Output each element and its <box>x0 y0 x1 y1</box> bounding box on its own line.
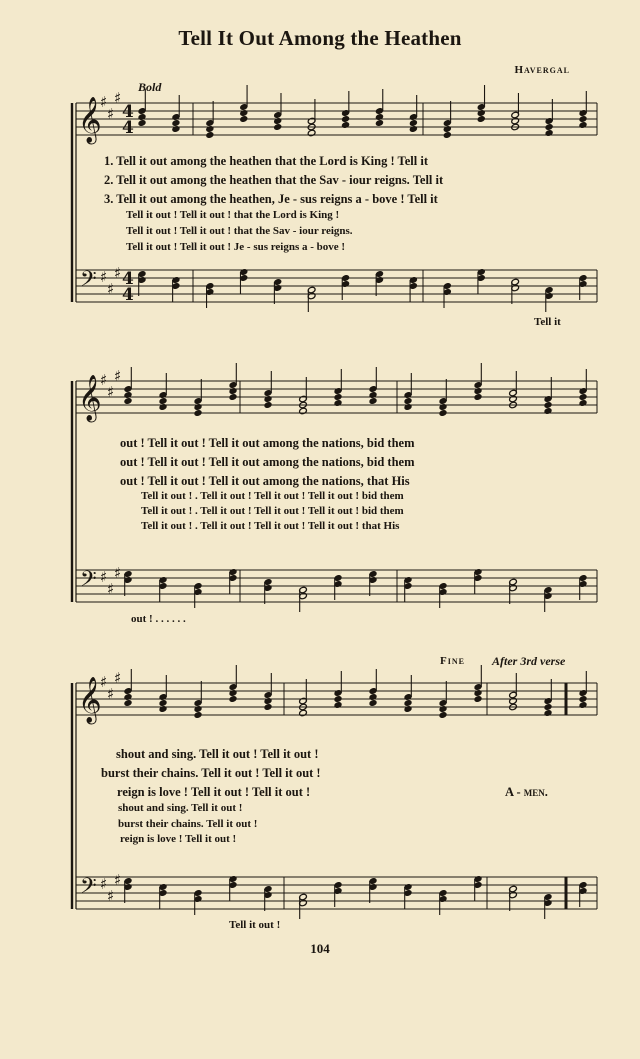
note-head <box>341 121 350 128</box>
note-head <box>439 705 448 712</box>
note-head <box>544 407 553 414</box>
note-head <box>334 399 343 406</box>
note-head <box>474 393 483 400</box>
hymn-title: Tell It Out Among the Heathen <box>178 26 462 50</box>
note-head <box>439 403 448 410</box>
note-head <box>124 391 133 398</box>
note-head <box>124 397 133 404</box>
note-head <box>124 699 133 706</box>
note-head <box>159 403 168 410</box>
system3-verse-2: burst their chains. Tell it out ! Tell it out ! <box>101 766 321 780</box>
bass-clef-icon: 𝄢 <box>80 567 97 597</box>
note-head <box>545 129 554 136</box>
note-head <box>409 119 418 126</box>
system2-treble-sharp-icon: ♯ <box>114 367 122 385</box>
note-head <box>544 703 553 710</box>
system1-treble-sharp-icon: ♯ <box>114 89 122 107</box>
note-head <box>404 705 413 712</box>
system2-alto-3: Tell it out ! . Tell it out ! Tell it out ! Tell it out ! that His <box>141 520 400 532</box>
note-head <box>579 115 588 122</box>
note-head <box>138 113 147 120</box>
note-head <box>299 407 308 414</box>
note-head <box>579 701 588 708</box>
note-head <box>509 395 518 402</box>
note-head <box>579 695 588 702</box>
note-head <box>264 697 273 704</box>
note-head <box>509 697 518 704</box>
note-head <box>375 113 384 120</box>
system1-alto-3: Tell it out ! Tell it out ! Je - sus reigns a - bove ! <box>126 241 346 253</box>
system3-treble-sharp-icon: ♯ <box>100 673 108 691</box>
note-head <box>159 705 168 712</box>
system3-treble-sharp-icon: ♯ <box>107 685 115 703</box>
note-head <box>206 131 215 138</box>
note-head <box>369 693 378 700</box>
note-head <box>409 125 418 132</box>
composer-credit: Havergal <box>514 64 570 76</box>
note-head <box>404 397 413 404</box>
note-head <box>474 695 483 702</box>
system3-alto-1: shout and sing. Tell it out ! <box>118 802 243 814</box>
note-head <box>194 403 203 410</box>
system1-treble-time-signature: 4 <box>122 118 134 138</box>
note-head <box>172 119 181 126</box>
system1-verse-2: 2. Tell it out among the heathen that the Sav - iour reigns. Tell it <box>104 173 444 187</box>
note-head <box>544 709 553 716</box>
note-head <box>474 387 483 394</box>
note-head <box>194 409 203 416</box>
system1-alto-2: Tell it out ! Tell it out ! that the Sav - iour reigns. <box>126 225 353 237</box>
note-head <box>443 131 452 138</box>
system2-alto-2: Tell it out ! . Tell it out ! Tell it out ! Tell it out ! bid them <box>141 505 404 517</box>
note-head <box>172 125 181 132</box>
system2-alto-1: Tell it out ! . Tell it out ! Tell it out ! Tell it out ! bid them <box>141 490 404 502</box>
system1-treble-sharp-icon: ♯ <box>107 105 115 123</box>
note-head <box>404 403 413 410</box>
system3-alto-2: burst their chains. Tell it out ! <box>118 818 258 830</box>
note-head <box>369 391 378 398</box>
amen-text: A - men. <box>505 785 548 799</box>
system1-bass-sharp-icon: ♯ <box>107 280 115 298</box>
tempo-marking: Bold <box>138 80 162 94</box>
note-head <box>477 115 486 122</box>
note-head <box>239 109 248 116</box>
system3-verse-1: shout and sing. Tell it out ! Tell it out ! <box>116 747 319 761</box>
note-head <box>239 115 248 122</box>
note-head <box>229 689 238 696</box>
note-head <box>341 115 350 122</box>
system1-verse-3: 3. Tell it out among the heathen, Je - sus reigns a - bove ! Tell it <box>104 192 438 206</box>
note-head <box>159 397 168 404</box>
after-verse-marking: After 3rd verse <box>492 654 566 668</box>
system3-bass-sharp-icon: ♯ <box>114 871 122 889</box>
note-head <box>229 393 238 400</box>
system1-bass-time-signature: 4 <box>122 269 134 289</box>
system2-bass-cue: out ! . . . . . . <box>131 613 186 625</box>
system2-bass-sharp-icon: ♯ <box>114 564 122 582</box>
note-head <box>124 693 133 700</box>
note-head <box>511 117 520 124</box>
note-head <box>264 401 273 408</box>
note-head <box>404 699 413 706</box>
note-head <box>307 129 316 136</box>
note-head <box>439 409 448 416</box>
system2-verse-1: out ! Tell it out ! Tell it out among the nations, bid them <box>120 436 415 450</box>
note-head <box>264 703 273 710</box>
system1-bass-sharp-icon: ♯ <box>100 268 108 286</box>
system2-treble-sharp-icon: ♯ <box>107 383 115 401</box>
note-head <box>439 711 448 718</box>
note-head <box>477 109 486 116</box>
note-head <box>334 695 343 702</box>
system1-treble-time-signature: 4 <box>122 102 134 122</box>
note-head <box>138 119 147 126</box>
note-head <box>474 689 483 696</box>
treble-clef-icon: 𝄞 <box>78 97 102 143</box>
system1-bass-sharp-icon: ♯ <box>114 264 122 282</box>
note-head <box>579 399 588 406</box>
system1-treble-sharp-icon: ♯ <box>100 93 108 111</box>
system3-verse-3: reign is love ! Tell it out ! Tell it out ! <box>117 785 311 799</box>
page-number: 104 <box>310 941 330 956</box>
system2-bass-sharp-icon: ♯ <box>107 580 115 598</box>
note-head <box>206 125 215 132</box>
note-head <box>273 117 282 124</box>
note-head <box>334 393 343 400</box>
note-head <box>369 699 378 706</box>
bass-clef-icon: 𝄢 <box>80 874 97 904</box>
note-head <box>264 395 273 402</box>
note-head <box>299 709 308 716</box>
note-head <box>375 119 384 126</box>
note-head <box>579 393 588 400</box>
note-head <box>579 121 588 128</box>
note-head <box>229 695 238 702</box>
bass-clef-icon: 𝄢 <box>80 267 97 297</box>
note-head <box>194 705 203 712</box>
note-head <box>369 397 378 404</box>
fine-marking: Fine <box>440 655 465 667</box>
note-head <box>194 711 203 718</box>
note-head <box>159 699 168 706</box>
system2-verse-3: out ! Tell it out ! Tell it out among the nations, that His <box>120 474 410 488</box>
system3-bass-cue: Tell it out ! <box>229 919 281 931</box>
system3-bass-sharp-icon: ♯ <box>107 887 115 905</box>
system3-bass-sharp-icon: ♯ <box>100 875 108 893</box>
note-head <box>273 123 282 130</box>
system3-alto-3: reign is love ! Tell it out ! <box>120 833 237 845</box>
system1-bass-cue: Tell it <box>534 316 561 328</box>
system1-alto-1: Tell it out ! Tell it out ! that the Lord is King ! <box>126 209 340 221</box>
system2-treble-sharp-icon: ♯ <box>100 371 108 389</box>
note-head <box>229 387 238 394</box>
treble-clef-icon: 𝄞 <box>78 677 102 723</box>
system1-bass-time-signature: 4 <box>122 285 134 305</box>
system2-verse-2: out ! Tell it out ! Tell it out among the nations, bid them <box>120 455 415 469</box>
system3-treble-sharp-icon: ♯ <box>114 669 122 687</box>
system2-bass-sharp-icon: ♯ <box>100 568 108 586</box>
note-head <box>443 125 452 132</box>
note-head <box>334 701 343 708</box>
system1-verse-1: 1. Tell it out among the heathen that the Lord is King ! Tell it <box>104 154 428 168</box>
note-head <box>545 123 554 130</box>
treble-clef-icon: 𝄞 <box>78 375 102 421</box>
note-head <box>544 401 553 408</box>
